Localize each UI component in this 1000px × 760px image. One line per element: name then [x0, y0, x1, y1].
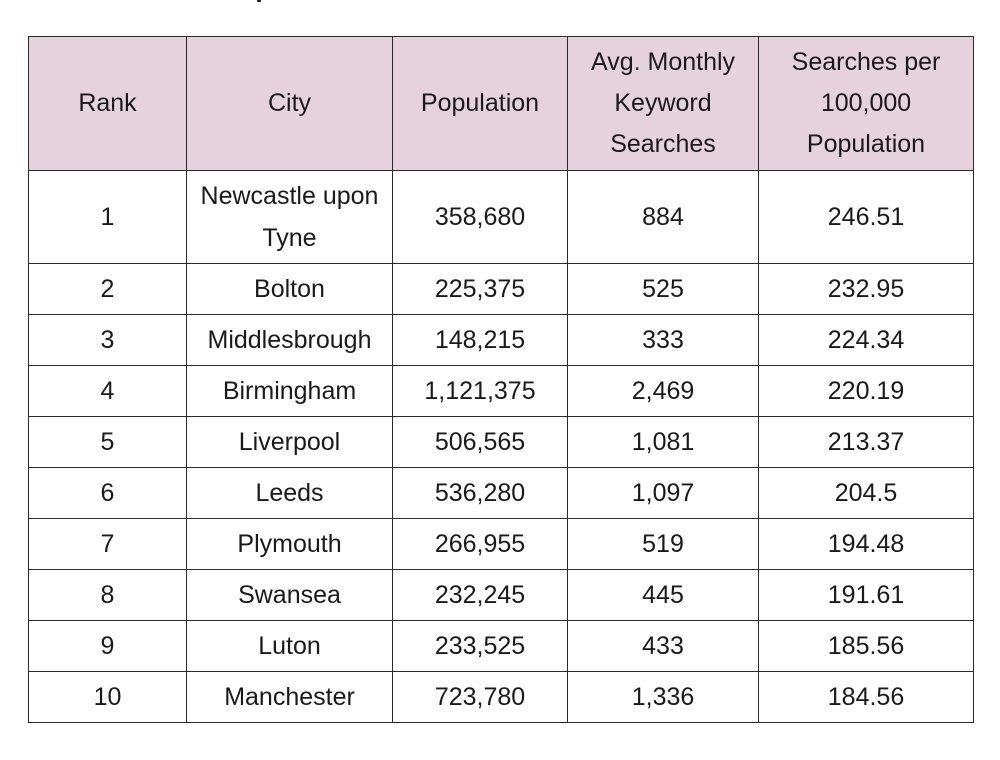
cell-population: 358,680 [393, 171, 568, 264]
table-row [29, 468, 974, 519]
cell-searches-per-100k: 220.19 [759, 366, 974, 417]
cell-city: Bolton [187, 264, 393, 315]
cell-monthly-searches: 445 [568, 570, 759, 621]
cell-city: Middlesbrough [187, 315, 393, 366]
cell-rank: 4 [29, 366, 187, 417]
cell-searches-per-100k: 184.56 [759, 672, 974, 723]
cell-monthly-searches: 1,336 [568, 672, 759, 723]
cell-city: Birmingham [187, 366, 393, 417]
cell-monthly-searches: 519 [568, 519, 759, 570]
cell-rank: 6 [29, 468, 187, 519]
cell-searches-per-100k: 185.56 [759, 621, 974, 672]
cell-population: 536,280 [393, 468, 568, 519]
cell-population: 506,565 [393, 417, 568, 468]
table-body [29, 171, 974, 723]
cell-searches-per-100k: 204.5 [759, 468, 974, 519]
cell-population: 1,121,375 [393, 366, 568, 417]
table-header-row [29, 37, 974, 171]
header-population: Population [393, 37, 568, 171]
table-row [29, 621, 974, 672]
cropped-text-fragment [257, 0, 261, 2]
header-rank: Rank [29, 37, 187, 171]
city-search-table [28, 36, 974, 723]
cell-monthly-searches: 1,097 [568, 468, 759, 519]
cell-population: 148,215 [393, 315, 568, 366]
cell-monthly-searches: 333 [568, 315, 759, 366]
cell-searches-per-100k: 194.48 [759, 519, 974, 570]
cell-rank: 10 [29, 672, 187, 723]
cell-searches-per-100k: 232.95 [759, 264, 974, 315]
cell-city: Liverpool [187, 417, 393, 468]
header-city: City [187, 37, 393, 171]
table-row [29, 264, 974, 315]
cell-population: 225,375 [393, 264, 568, 315]
cell-monthly-searches: 433 [568, 621, 759, 672]
cell-city: Manchester [187, 672, 393, 723]
cell-rank: 1 [29, 171, 187, 264]
cell-searches-per-100k: 191.61 [759, 570, 974, 621]
cell-rank: 8 [29, 570, 187, 621]
cell-rank: 2 [29, 264, 187, 315]
cell-city: Luton [187, 621, 393, 672]
cell-monthly-searches: 525 [568, 264, 759, 315]
cell-monthly-searches: 884 [568, 171, 759, 264]
cell-searches-per-100k: 213.37 [759, 417, 974, 468]
cell-population: 266,955 [393, 519, 568, 570]
cell-searches-per-100k: 224.34 [759, 315, 974, 366]
table-row [29, 570, 974, 621]
header-monthly-searches: Avg. Monthly Keyword Searches [568, 37, 759, 171]
cell-rank: 3 [29, 315, 187, 366]
table-row [29, 171, 974, 264]
cell-rank: 7 [29, 519, 187, 570]
cell-searches-per-100k: 246.51 [759, 171, 974, 264]
table-row [29, 417, 974, 468]
table-row [29, 519, 974, 570]
cell-rank: 9 [29, 621, 187, 672]
cell-city: Newcastle upon Tyne [187, 171, 393, 264]
table-row [29, 672, 974, 723]
cell-monthly-searches: 1,081 [568, 417, 759, 468]
cell-city: Plymouth [187, 519, 393, 570]
table-row [29, 366, 974, 417]
cell-population: 232,245 [393, 570, 568, 621]
cell-city: Swansea [187, 570, 393, 621]
header-searches-per-100k: Searches per 100,000 Population [759, 37, 974, 171]
cell-monthly-searches: 2,469 [568, 366, 759, 417]
table-row [29, 315, 974, 366]
cell-city: Leeds [187, 468, 393, 519]
cell-population: 233,525 [393, 621, 568, 672]
cell-rank: 5 [29, 417, 187, 468]
cell-population: 723,780 [393, 672, 568, 723]
